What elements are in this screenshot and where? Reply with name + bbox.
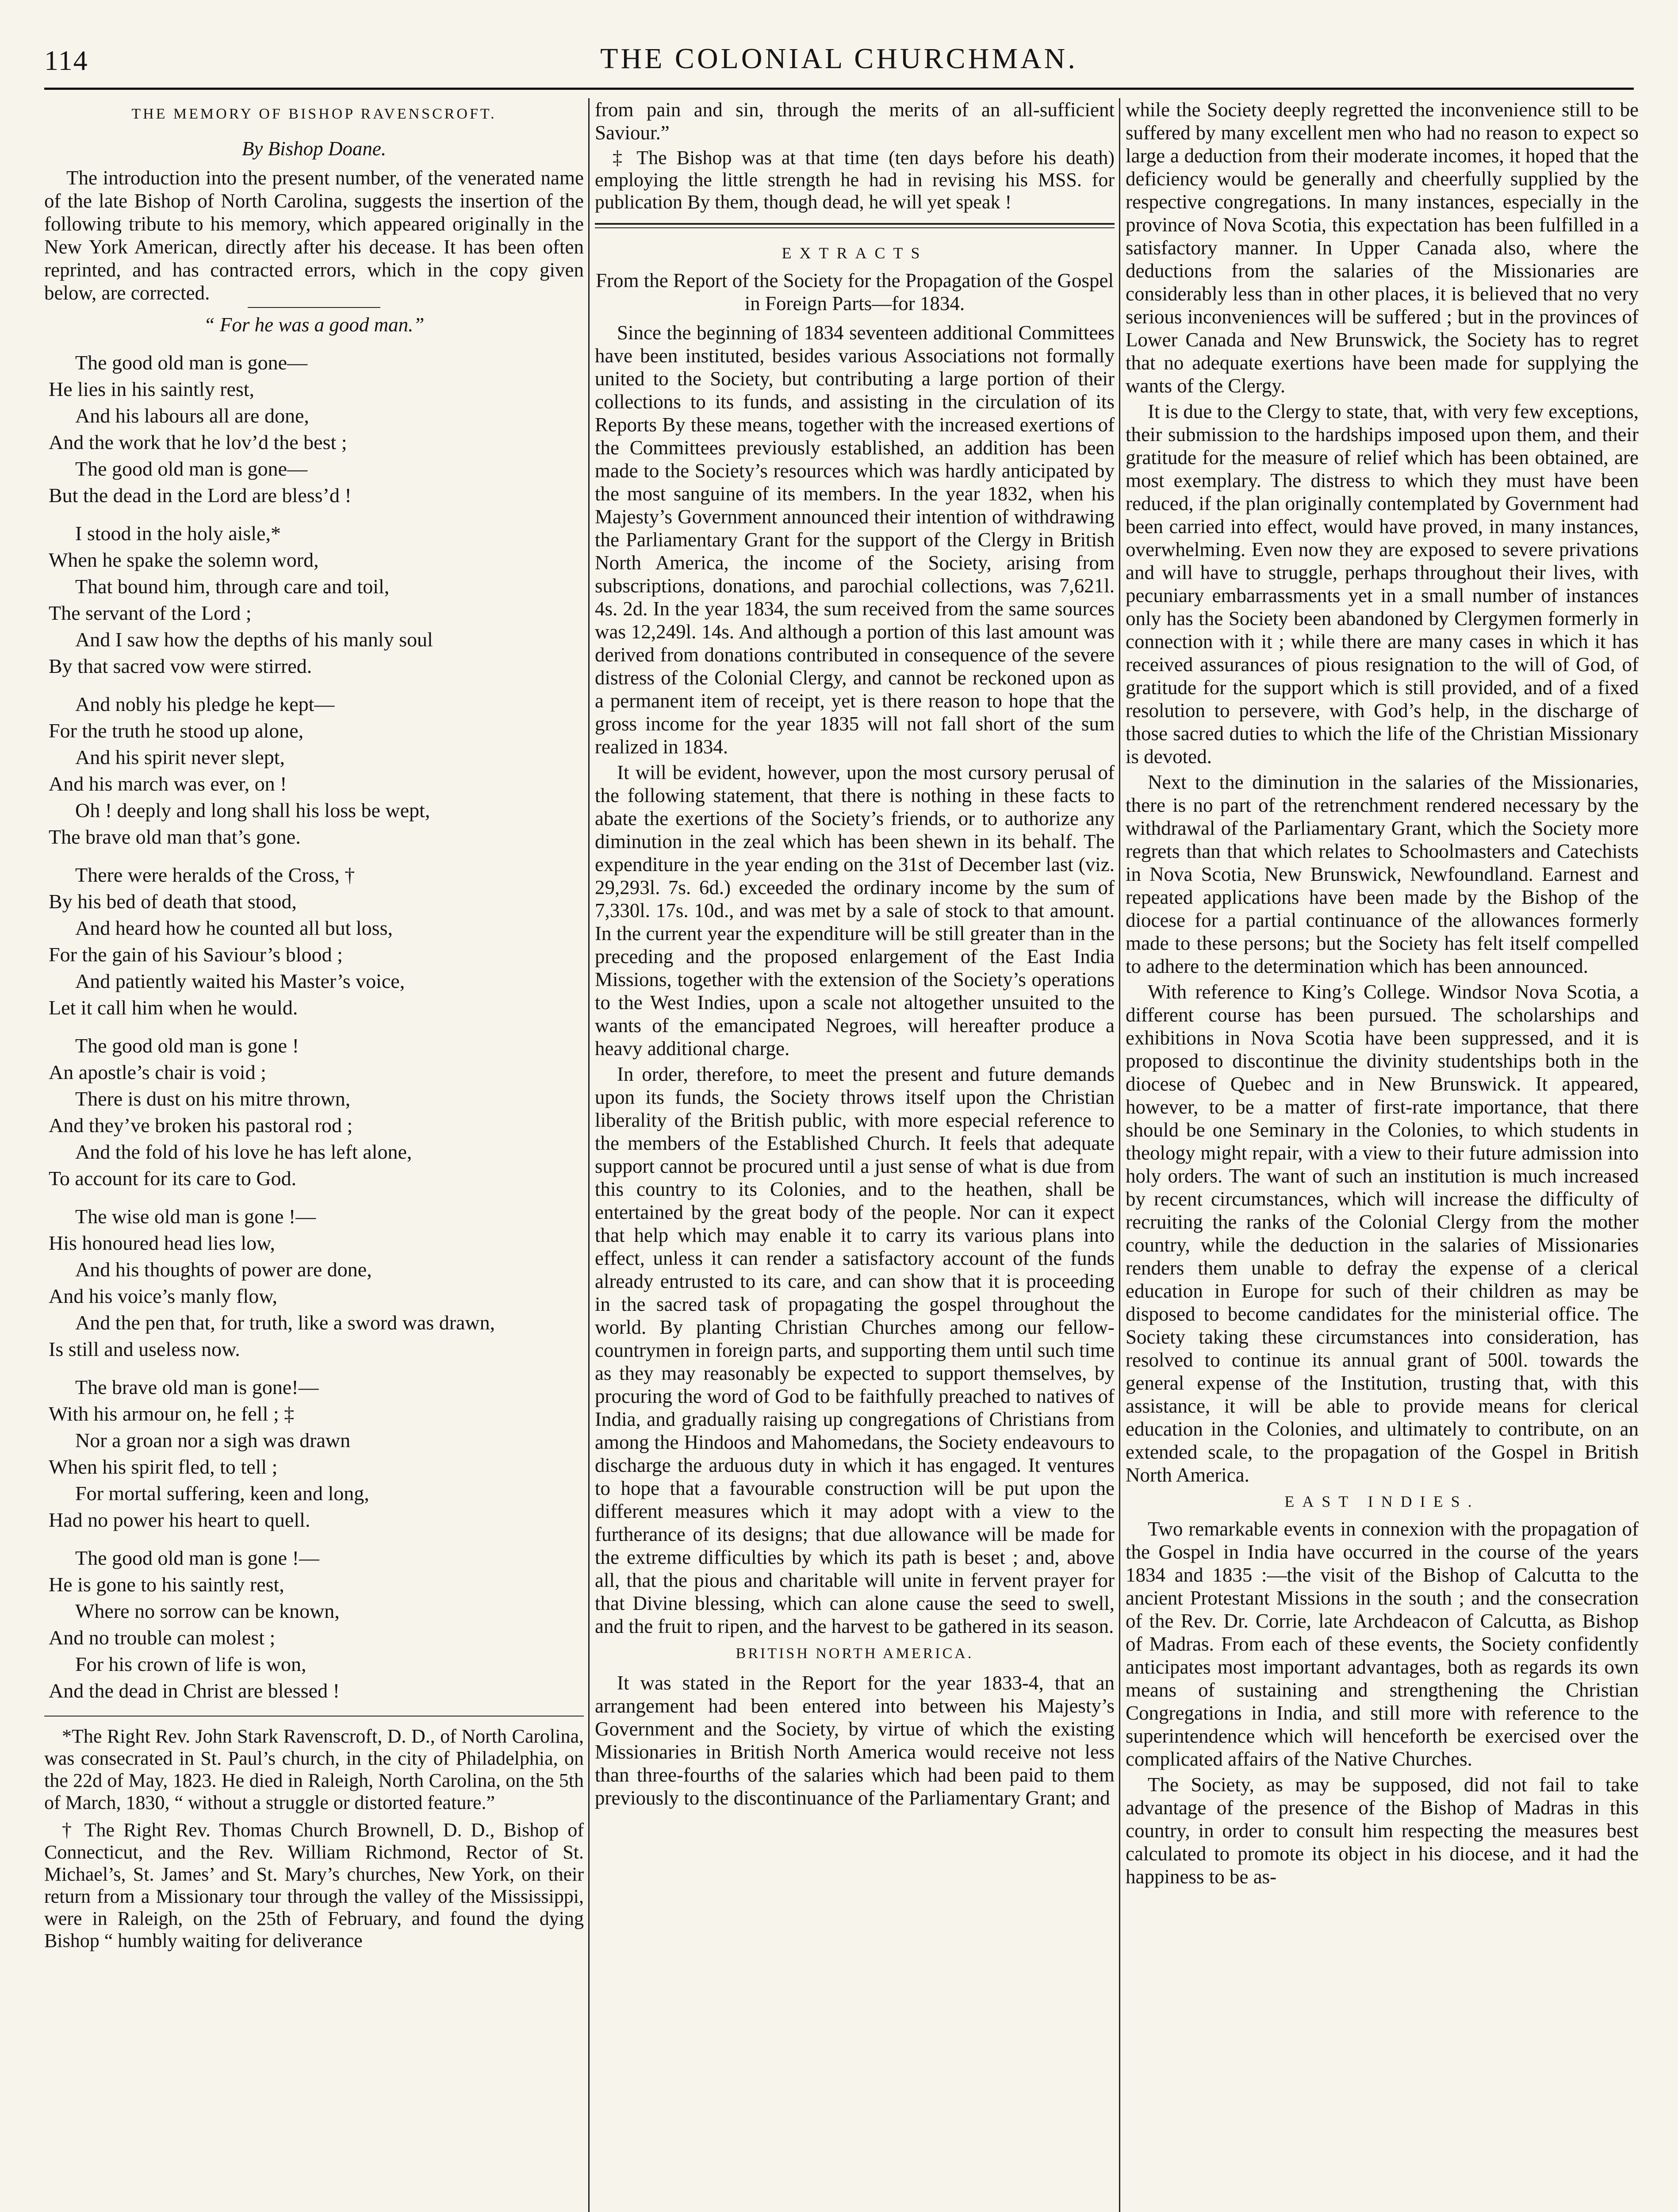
column-divider <box>1119 98 1120 2212</box>
poem-line: He is gone to his saintly rest, <box>49 1573 284 1596</box>
poem-stanza <box>44 1374 584 1533</box>
extracts-title: From the Report of the Society for the Propagation of the Gospel in Foreign Parts—for 1834. <box>595 269 1114 315</box>
poem-line: He lies in his saintly rest, <box>49 378 255 400</box>
poem-stanza <box>44 349 584 509</box>
poem-line: And the work that he lov’d the best ; <box>49 431 347 453</box>
poem-line: Oh ! deeply and long shall his loss be wept, <box>75 799 430 822</box>
poem-line: With his armour on, he fell ; ‡ <box>49 1402 295 1425</box>
poem-line: And heard how he counted all but loss, <box>75 917 393 939</box>
poem-line: But the dead in the Lord are bless’d ! <box>49 484 352 507</box>
poem-line: And his voice’s manly flow, <box>49 1285 278 1307</box>
paragraph: Two remarkable events in connexion with the propagation of the Gospel in India have occurred in the course of the years 1834 and 1835 :—the visit of the Bishop of Calcutta to the ancient Protestant Missions in the south ; and the consecration of the Rev. Dr. Corrie, late Archdeacon of Calcutta, as Bishop of Madras. From each of these events, the Society confidently anticipates most important advantages, both as regards its own means of sustaining and strengthening the Christian Congregations in India, and still more with reference to the superintendence which will henceforth be exercised over the complicated affairs of the Native Churches. <box>1126 1518 1639 1770</box>
paragraph: It was stated in the Report for the year 1833-4, that an arrangement had been entered into between his Majesty’s Government and the Society, by virtue of which the existing Missionaries in British North America would receive not less than three-fourths of the salaries which had been paid to them previously to the discontinuance of the Parliamentary Grant; and <box>595 1672 1115 1809</box>
poem-line: When his spirit fled, to tell ; <box>49 1455 278 1478</box>
poem-stanza <box>44 1545 584 1704</box>
poem-line: The good old man is gone— <box>75 457 308 480</box>
poem-line: And his labours all are done, <box>75 404 309 427</box>
poem-line: And nobly his pledge he kept— <box>75 693 335 715</box>
intro-paragraph: The introduction into the present number, of the venerated name of the late Bishop of North Carolina, suggests the insertion of the following tribute to his memory, which appeared originally in the New York American, directly after his decease. It has been often reprinted, and has contracted errors, which in the copy given below, are corrected. <box>44 167 584 304</box>
poem-line: And his march was ever, on ! <box>49 772 287 795</box>
footnote: ‡ The Bishop was at that time (ten days before his death) employing the little strength he had in revising his MSS. for publication By them, though dead, he will yet speak ! <box>595 147 1115 213</box>
footnote-continuation: from pain and sin, through the merits of an all-sufficient Saviour.” <box>595 99 1115 144</box>
footnote: † The Right Rev. Thomas Church Brownell, D. D., Bishop of Connecticut, and the Rev. William Richmond, Rector of St. Michael’s, St. James’ and St. Mary’s churches, New York, on their return from a Missionary tour through the valley of the Mississippi, were in Raleigh, on the 25th of February, and found the dying Bishop “ humbly waiting for deliverance <box>44 1819 584 1951</box>
poem-line: The good old man is gone ! <box>75 1034 299 1057</box>
poem-line: The servant of the Lord ; <box>49 602 252 624</box>
section-heading: EAST INDIES. <box>1284 1493 1480 1510</box>
poem-line: And his spirit never slept, <box>75 746 285 768</box>
section-heading: BRITISH NORTH AMERICA. <box>736 1645 974 1662</box>
motto: “ For he was a good man.” <box>203 314 425 336</box>
poem-line: And I saw how the depths of his manly soul <box>75 628 433 651</box>
poem-line: Let it call him when he would. <box>49 996 298 1019</box>
poem-line: And they’ve broken his pastoral rod ; <box>49 1114 353 1137</box>
poem-line: For the truth he stood up alone, <box>49 719 304 742</box>
paragraph: It is due to the Clergy to state, that, with very few exceptions, their submission to the hardships imposed upon them, and their gratitude for the measure of relief which has been obtained, are most exemplary. The distress to which they must have been reduced, if the plan originally contemplated by Government had been carried into effect, would have proved, in many instances, overwhelming. Even now they are exposed to severe privations and will have to struggle, perhaps throughout their lives, with pecuniary embarrassments yet in a small number of instances only has the Society been abandoned by Clergymen formerly in connection with it ; while there are many cases in which it has received assurances of pious resignation to the will of God, of gratitude for the support which is still provided, and of a fixed resolution to persevere, with God’s help, in the discharge of those sacred duties to which the life of the Christian Missionary is devoted. <box>1126 400 1639 768</box>
poem-line: And no trouble can molest ; <box>49 1626 276 1649</box>
poem-line: The brave old man that’s gone. <box>49 826 301 848</box>
poem-line: For mortal suffering, keen and long, <box>75 1482 369 1505</box>
divider <box>44 1716 584 1717</box>
poem-line: And the fold of his love he has left alone, <box>75 1141 412 1163</box>
poem-line: I stood in the holy aisle,* <box>75 522 281 545</box>
poem-line: For the gain of his Saviour’s blood ; <box>49 943 343 966</box>
poem-line: His honoured head lies low, <box>49 1232 275 1254</box>
page-number: 114 <box>44 45 88 76</box>
poem-line: An apostle’s chair is void ; <box>49 1061 266 1083</box>
paragraph: The Society, as may be supposed, did not fail to take advantage of the presence of the Bishop of Madras in this country, in order to consult him respecting the measures best calculated to promote its object in his diocese, and it had the happiness to be as- <box>1126 1774 1639 1888</box>
poem-line: Nor a groan nor a sigh was drawn <box>75 1429 351 1452</box>
masthead-title: THE COLONIAL CHURCHMAN. <box>600 42 1078 75</box>
poem-line: And the pen that, for truth, like a sword was drawn, <box>75 1311 495 1334</box>
poem-line: And his thoughts of power are done, <box>75 1258 372 1281</box>
footnote: *The Right Rev. John Stark Ravenscroft, D. D., of North Carolina, was consecrated in St. Paul’s church, in the city of Philadelphia, on the 22d of May, 1823. He died in Raleigh, North Carolina, on the 5th of March, 1830, “ without a struggle or distorted feature.” <box>44 1725 584 1813</box>
poem-line: There is dust on his mitre thrown, <box>75 1087 351 1110</box>
poem-line: By his bed of death that stood, <box>49 890 297 913</box>
poem-line: That bound him, through care and toil, <box>75 575 390 598</box>
poem-heading: THE MEMORY OF BISHOP RAVENSCROFT. <box>131 106 497 122</box>
paragraph: while the Society deeply regretted the inconvenience still to be suffered by many excellent men who had no reason to expect so large a deduction from their moderate incomes, it hoped that the deficiency would be generally and cheerfully supplied by the respective congregations. In many instances, especially in the province of Nova Scotia, this expectation has been fulfilled in a satisfactory manner. In Upper Canada also, where the deductions from the salaries of the Missionaries are considerably less than in other places, it is believed that no very serious inconveniences will be suffered ; but in the provinces of Lower Canada and New Brunswick, the Society has to regret that no adequate exertions have been made for supplying the wants of the Clergy. <box>1126 99 1639 397</box>
poem-line: The good old man is gone— <box>75 351 308 374</box>
paragraph: Next to the diminution in the salaries of the Missionaries, there is no part of the retrenchment rendered necessary by the withdrawal of the Parliamentary Grant, which the Society more regrets than that which relates to Schoolmasters and Catechists in Nova Scotia, New Brunswick, Newfoundland. Earnest and repeated applications have been made by the Bishop of the diocese for a partial continuance of the allowances formerly made to these persons; but the Society has felt itself compelled to adhere to the determination which has been announced. <box>1126 771 1639 977</box>
poem-stanza <box>44 691 584 850</box>
poem-stanza <box>44 520 584 680</box>
poem-stanza <box>44 1203 584 1363</box>
poem-line: Had no power his heart to quell. <box>49 1509 310 1531</box>
paragraph: Since the beginning of 1834 seventeen additional Committees have been instituted, besides various Associations not formally united to the Society, but contributing a large portion of their collections to its funds, and assisting in the circulation of its Reports By these means, together with the increased exertions of the Committees previously established, an addition has been made to the Society’s resources which was hardly anticipated by the most sanguine of its members. In the year 1832, when his Majesty’s Government announced their intention of withdrawing the Parliamentary Grant for the support of the Clergy in British North America, the income of the Society, arising from subscriptions, donations, and parochial collections, was 7,621l. 4s. 2d. In the year 1834, the sum received from the same sources was 12,249l. 14s. And although a portion of this last amount was derived from donations contributed in consequence of the severe distress of the Colonial Clergy, and cannot be reckoned upon as a permanent item of receipt, yet is there reason to hope that the gross income for the year 1835 will not fall short of the sum realized in 1834. <box>595 322 1115 758</box>
paragraph: In order, therefore, to meet the present and future demands upon its funds, the Society throws itself upon the Christian liberality of the British public, with more especial reference to the members of the Established Church. It feels that adequate support cannot be procured until a just sense of what is due from this country to its Colonies, and to the heathen, shall be entertained by the great body of the people. Nor can it expect that help which may enable it to carry its various plans into effect, unless it can render a satisfactory account of the funds already entrusted to its care, and can show that it is proceeding in the sacred task of propagating the gospel throughout the world. By planting Christian Churches among our fellow-countrymen in foreign parts, and supporting them until such time as they may reasonably be expected to support themselves, by procuring the word of God to be faithfully preached to natives of India, and gradually raising up congregations of Christians from among the Hindoos and Mahomedans, the Society endeavours to discharge the arduous duty in which it has engaged. It ventures to hope that a favourable construction will be put upon the different measures which it may adopt with a view to the furtherance of its designs; that due allowance will be made for the extreme difficulties by which its path is beset ; and, above all, that the pious and charitable will unite in fervent prayer for that Divine blessing, which can alone cause the seed to swell, and the fruit to ripen, and the harvest to be gathered in its season. <box>595 1063 1115 1637</box>
poem-line: Is still and useless now. <box>49 1338 240 1360</box>
poem-line: Where no sorrow can be known, <box>75 1600 340 1622</box>
byline: By Bishop Doane. <box>241 138 387 160</box>
column-divider <box>588 98 590 2212</box>
poem-line: For his crown of life is won, <box>75 1653 306 1675</box>
extracts-heading: EXTRACTS <box>782 244 928 262</box>
poem-line: And the dead in Christ are blessed ! <box>49 1679 340 1702</box>
paragraph: With reference to King’s College. Windsor Nova Scotia, a different course has been pursued. The scholarships and exhibitions in Nova Scotia have been suppressed, and it is proposed to discontinue the divinity studentships both in the diocese of Quebec and in New Brunswick. It appeared, however, to be a matter of first-rate importance, that there should be one Seminary in the Colonies, to which students in theology might repair, with a view to their future admission into holy orders. The want of such an institution is much increased by recent circumstances, which will increase the difficulty of recruiting the ranks of the Colonial Clergy from the mother country, while the deduction in the salaries of Missionaries renders them unable to defray the expense of a clerical education in Europe for such of their children as may be disposed to become candidates for the ministerial office. The Society taking these circumstances into consideration, has resolved to continue its annual grant of 500l. towards the general expense of the Institution, trusting that, with this assistance, it will be able to provide means for clerical education in the Colonies, and ultimately to contribute, on an extended scale, to the propagation of the Gospel in British North America. <box>1126 981 1639 1486</box>
header-rule <box>44 88 1634 90</box>
poem-line: To account for its care to God. <box>49 1167 297 1190</box>
poem-stanza <box>44 1033 584 1192</box>
column-2 <box>595 98 1115 2212</box>
poem-line: There were heralds of the Cross, † <box>75 864 355 886</box>
poem-line: By that sacred vow were stirred. <box>49 655 312 677</box>
poem-line: When he spake the solemn word, <box>49 549 319 571</box>
poem-line: The brave old man is gone!— <box>75 1376 319 1398</box>
column-3 <box>1126 98 1639 2212</box>
section-rule <box>595 223 1115 228</box>
divider <box>248 307 380 308</box>
poem-line: The wise old man is gone !— <box>75 1205 316 1228</box>
poem <box>44 349 584 1704</box>
poem-line: The good old man is gone !— <box>75 1547 319 1569</box>
poem-line: And patiently waited his Master’s voice, <box>75 970 405 992</box>
column-1 <box>44 98 584 2212</box>
paragraph: It will be evident, however, upon the most cursory perusal of the following statement, that there is nothing in these facts to abate the exertions of the Society’s friends, or to authorize any diminution in the zeal which has been shewn in its behalf. The expenditure in the year ending on the 31st of December last (viz. 29,293l. 7s. 6d.) exceeded the ordinary income by the sum of 7,330l. 17s. 10d., and was met by a sale of stock to that amount. In the current year the expenditure will be still greater than in the preceding and the proposed enlargement of the East India Missions, together with the extension of the Society’s operations to the West Indies, upon a scale not altogether unsuited to the wants of the emancipated Negroes, will hereafter produce a heavy additional charge. <box>595 761 1115 1060</box>
poem-stanza <box>44 862 584 1021</box>
